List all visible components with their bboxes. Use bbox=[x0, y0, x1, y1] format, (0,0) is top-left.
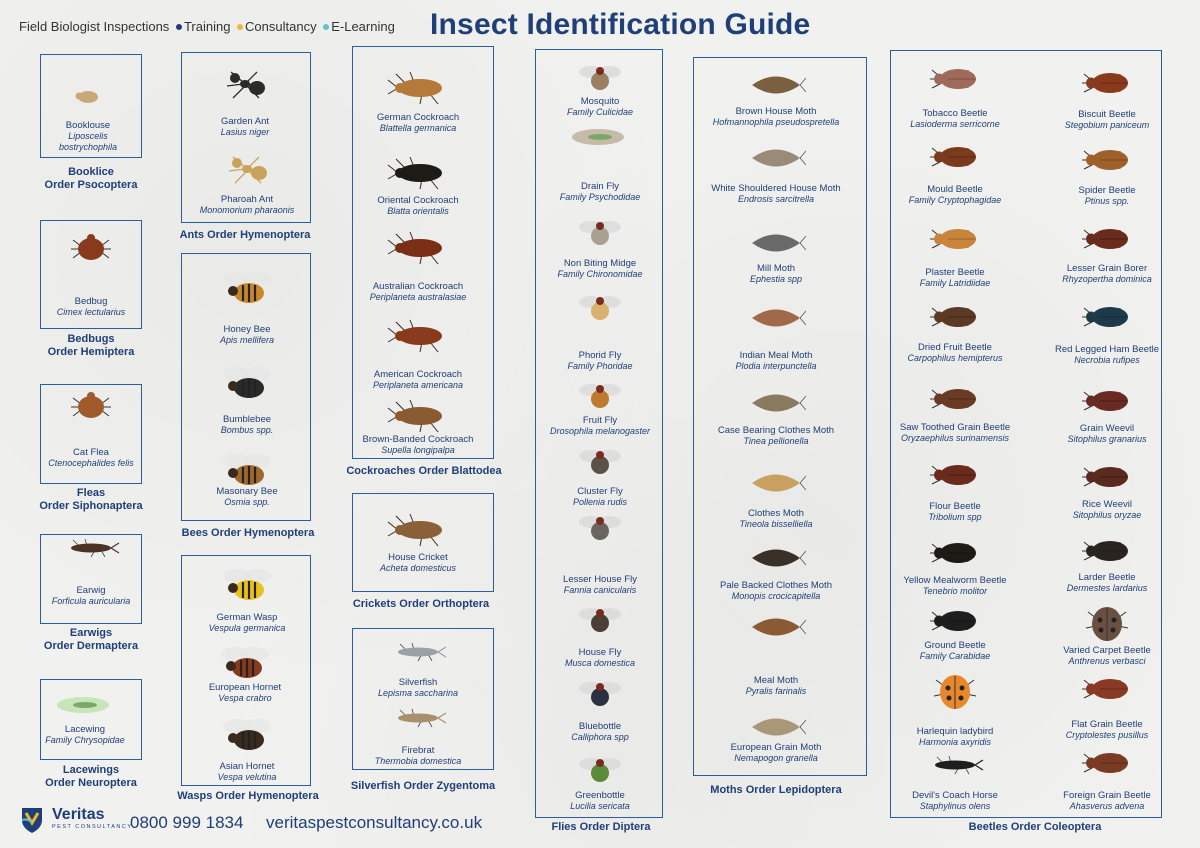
insect-scientific-name: Cimex lectularius bbox=[56, 307, 126, 317]
insect-entry-flour-beetle bbox=[928, 501, 981, 523]
insect-scientific-name: Bombus spp. bbox=[220, 425, 274, 435]
brown-banded-cockroach-icon bbox=[386, 398, 450, 439]
fruit-fly-icon bbox=[575, 378, 625, 419]
white-shouldered-house-moth-icon bbox=[746, 143, 806, 178]
insect-scientific-name: Thermobia domestica bbox=[374, 756, 462, 766]
insect-entry-fruit-fly bbox=[550, 415, 650, 437]
insect-entry-devil-s-coach-horse bbox=[912, 790, 998, 812]
american-cockroach-icon bbox=[386, 318, 450, 359]
firebrat-icon bbox=[388, 708, 448, 733]
insect-scientific-name: Lasius niger bbox=[220, 127, 270, 137]
insect-scientific-name: Necrobia rufipes bbox=[1074, 355, 1140, 365]
insect-entry-yellow-mealworm-beetle bbox=[903, 575, 1006, 597]
insect-entry-german-cockroach bbox=[377, 112, 459, 134]
insect-name: Earwig bbox=[76, 585, 106, 596]
insect-name: Harlequin ladybird bbox=[916, 726, 994, 737]
insect-scientific-name: Family Culicidae bbox=[566, 107, 634, 117]
insect-scientific-name: Tribolium spp bbox=[928, 512, 982, 522]
insect-entry-harlequin-ladybird bbox=[917, 726, 994, 748]
order-label-booklice: Booklice Order Psocoptera bbox=[44, 166, 138, 191]
insect-scientific-name: Ctenocephalides felis bbox=[48, 458, 134, 468]
insect-scientific-name: Family Chironomidae bbox=[557, 269, 643, 279]
insect-entry-grain-weevil bbox=[1067, 423, 1146, 445]
insect-scientific-name: Sitophilus oryzae bbox=[1072, 510, 1142, 520]
insect-scientific-name: Family Latridiidae bbox=[919, 278, 991, 288]
insect-scientific-name: Monomorium pharaonis bbox=[199, 205, 295, 215]
insect-name: Case Bearing Clothes Moth bbox=[717, 425, 835, 436]
house-cricket-icon bbox=[386, 512, 450, 553]
insect-name: Dried Fruit Beetle bbox=[918, 342, 992, 353]
insect-name: Larder Beetle bbox=[1078, 572, 1136, 583]
insect-scientific-name: Lucilia sericata bbox=[570, 801, 630, 811]
insect-entry-biscuit-beetle bbox=[1065, 109, 1150, 131]
dot-icon bbox=[176, 24, 182, 30]
insect-name: Tobacco Beetle bbox=[922, 108, 988, 119]
devil-s-coach-horse-icon bbox=[925, 755, 985, 780]
insect-name: Flat Grain Beetle bbox=[1071, 719, 1143, 730]
insect-scientific-name: Periplaneta americana bbox=[372, 380, 464, 390]
insect-entry-plaster-beetle bbox=[920, 267, 991, 289]
german-cockroach-icon bbox=[386, 70, 450, 111]
insect-scientific-name: Dermestes lardarius bbox=[1066, 583, 1148, 593]
insect-scientific-name: Carpophilus hemipterus bbox=[907, 353, 1003, 363]
garden-ant-icon bbox=[217, 60, 273, 109]
order-label-ants: Ants Order Hymenoptera bbox=[179, 229, 311, 241]
insect-entry-red-legged-ham-beetle bbox=[1055, 344, 1159, 366]
insect-entry-european-grain-moth bbox=[731, 742, 822, 764]
tagline-training: Training bbox=[183, 19, 231, 34]
booklouse-icon bbox=[68, 84, 108, 113]
insect-name: Honey Bee bbox=[223, 324, 271, 335]
insect-scientific-name: Periplaneta australasiae bbox=[369, 292, 467, 302]
brand-name: Veritas bbox=[52, 806, 105, 823]
non-biting-midge-icon bbox=[575, 215, 625, 256]
tagline-consultancy: Consultancy bbox=[245, 19, 317, 34]
insect-scientific-name: Plodia interpunctella bbox=[735, 361, 817, 371]
insect-entry-european-hornet bbox=[209, 682, 281, 704]
saw-toothed-grain-beetle-icon bbox=[926, 382, 984, 421]
insect-scientific-name: Monopis crocicapitella bbox=[731, 591, 821, 601]
case-bearing-clothes-moth-icon bbox=[746, 388, 806, 423]
insect-scientific-name: Apis mellifera bbox=[219, 335, 275, 345]
mould-beetle-icon bbox=[926, 140, 984, 179]
cluster-fly-icon bbox=[575, 444, 625, 485]
ground-beetle-icon bbox=[926, 604, 984, 643]
order-label-cockroaches: Cockroaches Order Blattodea bbox=[346, 465, 502, 477]
insect-entry-indian-meal-moth bbox=[735, 350, 816, 372]
insect-scientific-name: Harmonia axyridis bbox=[918, 737, 992, 747]
insect-entry-asian-hornet bbox=[218, 761, 277, 783]
pharoah-ant-icon bbox=[219, 145, 275, 194]
insect-name: Lacewing bbox=[64, 724, 106, 735]
insect-name: Devil's Coach Horse bbox=[912, 790, 998, 801]
mosquito-icon bbox=[575, 60, 625, 101]
insect-entry-garden-ant bbox=[221, 116, 270, 138]
insect-entry-pharoah-ant bbox=[200, 194, 295, 216]
insect-entry-case-bearing-clothes-moth bbox=[718, 425, 834, 447]
order-label-earwigs: Earwigs Order Dermaptera bbox=[43, 627, 139, 652]
insect-name: Flour Beetle bbox=[929, 501, 981, 512]
insect-name: Meal Moth bbox=[753, 675, 799, 686]
insect-entry-house-fly bbox=[565, 647, 635, 669]
insect-scientific-name: Osmia spp. bbox=[224, 497, 270, 507]
insect-entry-lesser-house-fly bbox=[563, 574, 637, 596]
brand-subtitle: PEST CONSULTANCY bbox=[52, 824, 133, 830]
yellow-mealworm-beetle-icon bbox=[926, 536, 984, 575]
insect-entry-larder-beetle bbox=[1067, 572, 1148, 594]
indian-meal-moth-icon bbox=[746, 303, 806, 338]
insect-scientific-name: Family Psychodidae bbox=[559, 192, 641, 202]
header-tagline bbox=[19, 19, 395, 34]
grain-weevil-icon bbox=[1078, 384, 1136, 423]
oriental-cockroach-icon bbox=[386, 155, 450, 196]
insect-entry-brown-banded-cockroach bbox=[363, 434, 474, 456]
earwig-icon bbox=[61, 538, 121, 563]
insect-scientific-name: Hofmannophila pseudospretella bbox=[712, 117, 840, 127]
insect-entry-masonary-bee bbox=[216, 486, 277, 508]
insect-scientific-name: Anthrenus verbasci bbox=[1068, 656, 1146, 666]
insect-scientific-name: Cryptolestes pusillus bbox=[1065, 730, 1149, 740]
foreign-grain-beetle-icon bbox=[1078, 746, 1136, 785]
insect-name: Foreign Grain Beetle bbox=[1063, 790, 1151, 801]
insect-scientific-name: Liposcelis bostrychophila bbox=[58, 131, 118, 152]
insect-entry-cat-flea bbox=[48, 447, 134, 469]
insect-name: Clothes Moth bbox=[748, 508, 804, 519]
australian-cockroach-icon bbox=[386, 230, 450, 271]
insect-name: Lesser House Fly bbox=[563, 574, 637, 585]
insect-scientific-name: Oryzaephilus surinamensis bbox=[900, 433, 1010, 443]
insect-name: Mould Beetle bbox=[927, 184, 983, 195]
dot-icon bbox=[237, 24, 243, 30]
page-title: Insect Identification Guide bbox=[430, 8, 811, 41]
insect-entry-meal-moth bbox=[746, 675, 807, 697]
insect-entry-greenbottle bbox=[570, 790, 630, 812]
insect-name: Pharoah Ant bbox=[220, 194, 274, 205]
insect-name: Varied Carpet Beetle bbox=[1063, 645, 1151, 656]
insect-name: White Shouldered House Moth bbox=[711, 183, 841, 194]
insect-name: European Hornet bbox=[208, 682, 282, 693]
insect-scientific-name: Pyralis farinalis bbox=[745, 686, 807, 696]
phone-number[interactable]: 0800 999 1834 bbox=[130, 813, 244, 832]
insect-entry-varied-carpet-beetle bbox=[1063, 645, 1151, 667]
insect-name: Red Legged Ham Beetle bbox=[1054, 344, 1160, 355]
insect-name: Pale Backed Clothes Moth bbox=[720, 580, 832, 591]
insect-scientific-name: Tinea pellionella bbox=[743, 436, 809, 446]
insect-entry-lacewing bbox=[45, 724, 125, 746]
dot-icon bbox=[323, 24, 329, 30]
insect-name: Yellow Mealworm Beetle bbox=[903, 575, 1007, 586]
insect-name: Rice Weevil bbox=[1082, 499, 1132, 510]
silverfish-icon bbox=[388, 642, 448, 667]
insect-entry-earwig bbox=[52, 585, 131, 607]
insect-entry-tobacco-beetle bbox=[910, 108, 1000, 130]
insect-name: Mill Moth bbox=[756, 263, 796, 274]
insect-scientific-name: Tenebrio molitor bbox=[922, 586, 988, 596]
insect-scientific-name: Blatta orientalis bbox=[387, 206, 449, 216]
biscuit-beetle-icon bbox=[1078, 66, 1136, 105]
insect-scientific-name: Supella longipalpa bbox=[381, 445, 455, 455]
tobacco-beetle-icon bbox=[926, 62, 984, 101]
order-label-wasps: Wasps Order Hymenoptera bbox=[177, 790, 319, 802]
order-label-lacewings: Lacewings Order Neuroptera bbox=[45, 764, 137, 789]
insect-name: Brown House Moth bbox=[735, 106, 817, 117]
insect-name: Mosquito bbox=[580, 96, 620, 107]
insect-name: Indian Meal Moth bbox=[739, 350, 813, 361]
dried-fruit-beetle-icon bbox=[926, 300, 984, 339]
asian-hornet-icon bbox=[217, 712, 277, 763]
order-label-fleas: Fleas Order Siphonaptera bbox=[39, 487, 143, 512]
insect-scientific-name: Ephestia spp bbox=[749, 274, 803, 284]
insect-scientific-name: Vespula germanica bbox=[208, 623, 286, 633]
lesser-grain-borer-icon bbox=[1078, 222, 1136, 261]
insect-entry-american-cockroach bbox=[373, 369, 463, 391]
order-label-crickets: Crickets Order Orthoptera bbox=[352, 598, 490, 610]
insect-name: Lesser Grain Borer bbox=[1066, 263, 1148, 274]
insect-entry-house-cricket bbox=[380, 552, 456, 574]
insect-entry-oriental-cockroach bbox=[377, 195, 458, 217]
insect-name: Fruit Fly bbox=[582, 415, 618, 426]
insect-name: Plaster Beetle bbox=[925, 267, 985, 278]
insect-name: American Cockroach bbox=[373, 369, 463, 380]
insect-scientific-name: Musca domestica bbox=[564, 658, 636, 668]
insect-name: Asian Hornet bbox=[219, 761, 275, 772]
insect-scientific-name: Family Chrysopidae bbox=[45, 735, 125, 745]
shield-logo-icon bbox=[20, 806, 44, 834]
insect-name: Drain Fly bbox=[580, 181, 620, 192]
insect-entry-rice-weevil bbox=[1073, 499, 1142, 521]
insect-scientific-name: Staphylinus olens bbox=[919, 801, 991, 811]
insect-scientific-name: Acheta domesticus bbox=[379, 563, 457, 573]
insect-scientific-name: Ahasverus advena bbox=[1069, 801, 1145, 811]
insect-name: Brown-Banded Cockroach bbox=[362, 434, 474, 445]
red-legged-ham-beetle-icon bbox=[1078, 300, 1136, 339]
insect-entry-brown-house-moth bbox=[713, 106, 840, 128]
insect-entry-non-biting-midge bbox=[557, 258, 642, 280]
insect-name: German Cockroach bbox=[376, 112, 460, 123]
phorid-fly-icon bbox=[575, 290, 625, 331]
insect-name: Booklouse bbox=[65, 120, 111, 131]
rice-weevil-icon bbox=[1078, 460, 1136, 499]
bumblebee-icon bbox=[217, 360, 277, 411]
insect-entry-ground-beetle bbox=[920, 640, 991, 662]
insect-scientific-name: Pollenia rudis bbox=[572, 497, 628, 507]
insect-scientific-name: Ptinus spp. bbox=[1084, 196, 1130, 206]
insect-entry-silverfish bbox=[378, 677, 458, 699]
insect-name: Biscuit Beetle bbox=[1078, 109, 1136, 120]
german-wasp-icon bbox=[217, 562, 277, 613]
insect-name: Bedbug bbox=[74, 296, 108, 307]
insect-entry-foreign-grain-beetle bbox=[1063, 790, 1151, 812]
insect-name: Cat Flea bbox=[73, 447, 109, 458]
bluebottle-icon bbox=[575, 676, 625, 717]
insect-scientific-name: Rhyzopertha dominica bbox=[1062, 274, 1152, 284]
tagline-prefix: Field Biologist Inspections bbox=[19, 19, 170, 34]
insect-name: Non Biting Midge bbox=[563, 258, 637, 269]
mill-moth-icon bbox=[746, 228, 806, 263]
insect-entry-dried-fruit-beetle bbox=[907, 342, 1002, 364]
insect-entry-white-shouldered-house-moth bbox=[711, 183, 840, 205]
spider-beetle-icon bbox=[1078, 143, 1136, 182]
pale-backed-clothes-moth-icon bbox=[746, 543, 806, 578]
tagline-elearning: E-Learning bbox=[331, 19, 395, 34]
insect-scientific-name: Sitophilus granarius bbox=[1067, 434, 1147, 444]
insect-scientific-name: Stegobium paniceum bbox=[1064, 120, 1150, 130]
insect-name: Cluster Fly bbox=[577, 486, 623, 497]
lesser-house-fly-icon bbox=[575, 510, 625, 551]
insect-entry-flat-grain-beetle bbox=[1066, 719, 1149, 741]
bedbug-icon bbox=[67, 232, 115, 271]
insect-scientific-name: Family Phoridae bbox=[567, 361, 633, 371]
insect-entry-australian-cockroach bbox=[370, 281, 467, 303]
insect-entry-pale-backed-clothes-moth bbox=[720, 580, 832, 602]
insect-entry-mosquito bbox=[567, 96, 633, 118]
larder-beetle-icon bbox=[1078, 534, 1136, 573]
insect-entry-mould-beetle bbox=[909, 184, 1002, 206]
insect-entry-firebrat bbox=[375, 745, 462, 767]
insect-name: Bluebottle bbox=[578, 721, 622, 732]
insect-name: Spider Beetle bbox=[1078, 185, 1136, 196]
clothes-moth-icon bbox=[746, 468, 806, 503]
insect-scientific-name: Blattella germanica bbox=[379, 123, 457, 133]
insect-entry-bedbug bbox=[57, 296, 126, 318]
insect-scientific-name: Calliphora spp bbox=[571, 732, 629, 742]
meal-moth-icon bbox=[746, 612, 806, 647]
insect-name: Masonary Bee bbox=[216, 486, 278, 497]
insect-scientific-name: Vespa crabro bbox=[218, 693, 272, 703]
insect-scientific-name: Drosophila melanogaster bbox=[549, 426, 651, 436]
insect-entry-lesser-grain-borer bbox=[1062, 263, 1152, 285]
cat-flea-icon bbox=[67, 390, 115, 429]
varied-carpet-beetle-icon bbox=[1082, 600, 1132, 651]
insect-entry-phorid-fly bbox=[567, 350, 632, 372]
insect-name: German Wasp bbox=[216, 612, 278, 623]
insect-scientific-name: Forficula auricularia bbox=[51, 596, 131, 606]
insect-entry-honey-bee bbox=[220, 324, 274, 346]
insect-scientific-name: Tineola bisselliella bbox=[739, 519, 813, 529]
insect-scientific-name: Family Carabidae bbox=[919, 651, 991, 661]
insect-name: Oriental Cockroach bbox=[377, 195, 459, 206]
insect-entry-spider-beetle bbox=[1078, 185, 1135, 207]
insect-scientific-name: Vespa velutina bbox=[217, 772, 277, 782]
insect-name: Bumblebee bbox=[222, 414, 272, 425]
insect-name: House Cricket bbox=[388, 552, 448, 563]
insect-name: European Grain Moth bbox=[730, 742, 822, 753]
insect-name: Garden Ant bbox=[220, 116, 270, 127]
house-fly-icon bbox=[575, 602, 625, 643]
insect-scientific-name: Lepisma saccharina bbox=[377, 688, 459, 698]
insect-entry-mill-moth bbox=[750, 263, 802, 285]
insect-name: Ground Beetle bbox=[924, 640, 986, 651]
insect-entry-booklouse bbox=[59, 120, 117, 153]
website-link[interactable]: veritaspestconsultancy.co.uk bbox=[266, 813, 483, 832]
insect-name: Saw Toothed Grain Beetle bbox=[899, 422, 1011, 433]
insect-name: House Fly bbox=[578, 647, 622, 658]
lacewing-icon bbox=[53, 690, 117, 725]
flat-grain-beetle-icon bbox=[1078, 672, 1136, 711]
insect-entry-german-wasp bbox=[209, 612, 286, 634]
order-label-bees: Bees Order Hymenoptera bbox=[181, 527, 315, 539]
honey-bee-icon bbox=[217, 265, 277, 316]
insect-name: Grain Weevil bbox=[1079, 423, 1135, 434]
insect-entry-saw-toothed-grain-beetle bbox=[900, 422, 1010, 444]
insect-entry-clothes-moth bbox=[740, 508, 813, 530]
brown-house-moth-icon bbox=[746, 70, 806, 105]
greenbottle-icon bbox=[575, 752, 625, 793]
insect-scientific-name: Nemapogon granella bbox=[734, 753, 818, 763]
insect-scientific-name: Lasioderma serricorne bbox=[910, 119, 1000, 129]
insect-entry-drain-fly bbox=[560, 181, 641, 203]
insect-entry-bumblebee bbox=[221, 414, 274, 436]
insect-entry-cluster-fly bbox=[573, 486, 627, 508]
order-label-moths: Moths Order Lepidoptera bbox=[710, 784, 842, 796]
insect-name: Australian Cockroach bbox=[372, 281, 464, 292]
drain-fly-icon bbox=[568, 122, 632, 157]
insect-entry-bluebottle bbox=[571, 721, 629, 743]
insect-scientific-name: Endrosis sarcitrella bbox=[737, 194, 815, 204]
insect-scientific-name: Fannia canicularis bbox=[563, 585, 637, 595]
flour-beetle-icon bbox=[926, 458, 984, 497]
order-label-beetles: Beetles Order Coleoptera bbox=[968, 821, 1102, 833]
plaster-beetle-icon bbox=[926, 222, 984, 261]
insect-name: Phorid Fly bbox=[578, 350, 622, 361]
insect-scientific-name: Family Cryptophagidae bbox=[908, 195, 1002, 205]
insect-name: Silverfish bbox=[398, 677, 438, 688]
order-label-flies: Flies Order Diptera bbox=[551, 821, 651, 833]
harlequin-ladybird-icon bbox=[930, 668, 980, 719]
order-label-silverfish: Silverfish Order Zygentoma bbox=[350, 780, 496, 792]
insect-name: Greenbottle bbox=[575, 790, 625, 801]
order-label-bedbugs: Bedbugs Order Hemiptera bbox=[47, 333, 135, 358]
insect-name: Firebrat bbox=[401, 745, 435, 756]
